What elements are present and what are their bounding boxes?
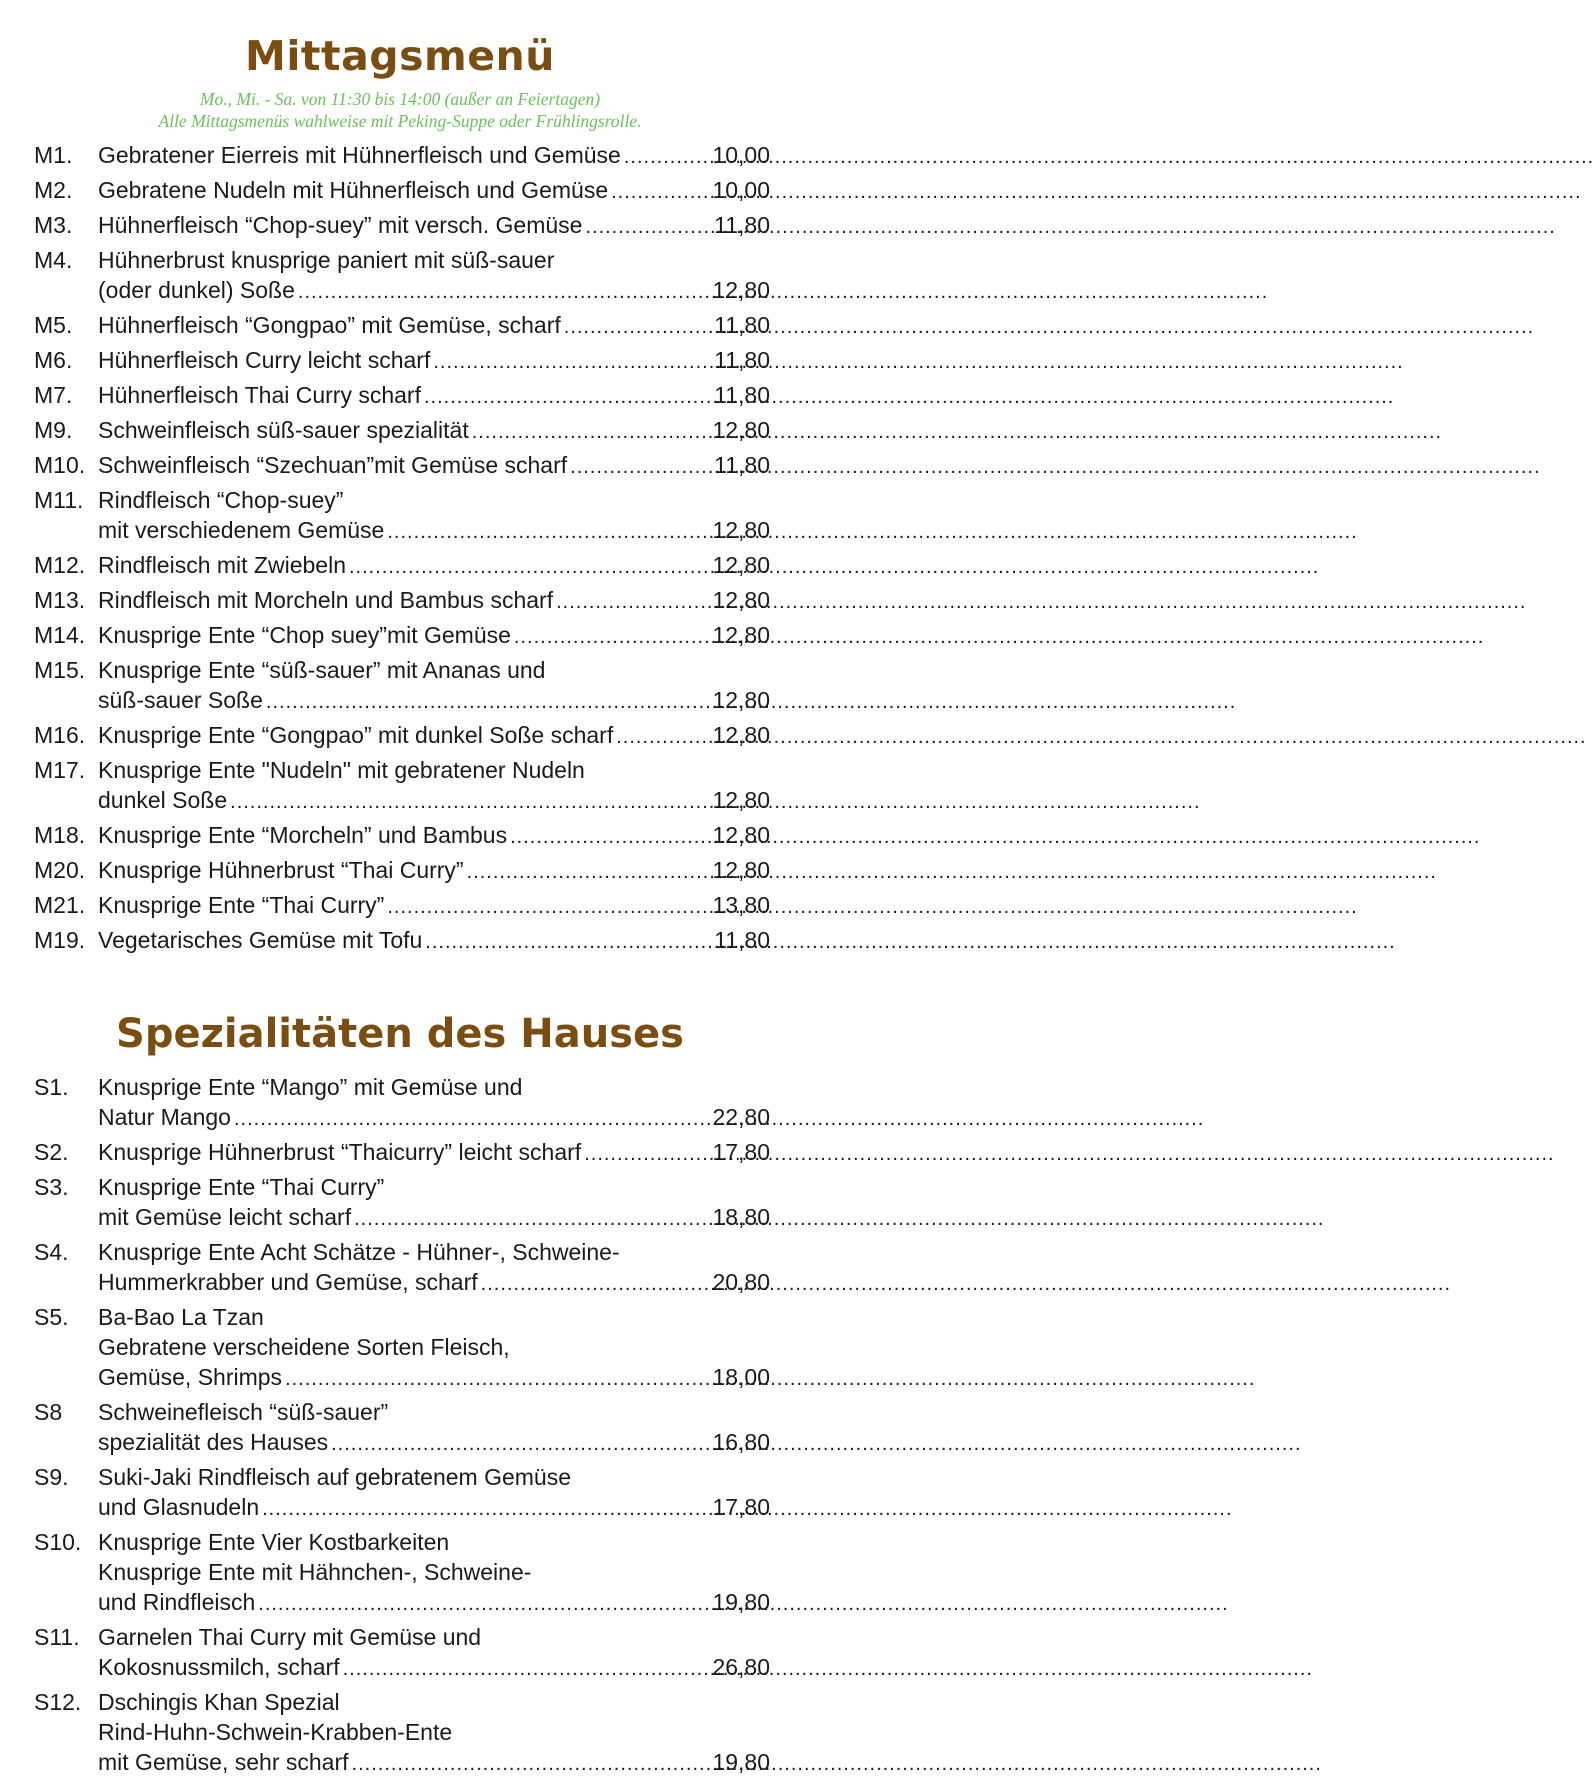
item-description: Knusprige Ente "Nudeln" mit gebratener Nudeln <box>98 757 585 783</box>
menu-item <box>34 1137 770 1169</box>
lunch-menu-list <box>0 140 800 957</box>
menu-item <box>34 450 770 482</box>
menu-item-line <box>34 515 770 547</box>
item-code: M13. <box>34 587 86 613</box>
item-description: Knusprige Ente Acht Schätze - Hühner-, Schweine- <box>98 1239 620 1265</box>
item-code: M12. <box>34 552 86 578</box>
item-description: Dschingis Khan Spezial <box>98 1689 340 1715</box>
menu-item-line <box>34 655 770 685</box>
item-description: Rindfleisch “Chop-suey” <box>98 487 344 513</box>
menu-item <box>34 585 770 617</box>
item-price: 11,80 <box>714 347 770 373</box>
item-description: Hühnerbrust knusprige paniert mit süß-sauer <box>98 247 555 273</box>
item-description: mit verschiedenem Gemüse <box>98 517 385 543</box>
item-description: Knusprige Ente mit Hähnchen-, Schweine- <box>98 1559 532 1585</box>
menu-item <box>34 1072 770 1134</box>
item-code: M16. <box>34 722 86 748</box>
menu-item <box>34 1172 770 1234</box>
item-description: Gebratene verscheidene Sorten Fleisch, <box>98 1334 510 1360</box>
menu-item <box>34 1622 770 1684</box>
item-code: M18. <box>34 822 86 848</box>
dot-leader <box>354 1204 708 1234</box>
menu-item-line <box>34 1747 770 1779</box>
item-description: Gebratene Nudeln mit Hühnerfleisch und Gemüse <box>98 177 609 203</box>
item-description: Schweinefleisch “süß-sauer” <box>98 1399 389 1425</box>
specials-list <box>0 1072 800 1779</box>
item-description: Garnelen Thai Curry mit Gemüse und <box>98 1624 482 1650</box>
menu-item-line <box>34 485 770 515</box>
item-price: 22,80 <box>712 1104 770 1130</box>
menu-item-line <box>34 720 770 752</box>
dot-leader <box>352 1749 709 1779</box>
dot-leader <box>472 417 709 447</box>
item-price: 12,80 <box>712 687 770 713</box>
item-description: Knusprige Ente “Thai Curry” <box>98 1174 385 1200</box>
menu-item-line <box>34 1397 770 1427</box>
item-description: Ba-Bao La Tzan <box>98 1304 264 1330</box>
item-price: 26,80 <box>712 1654 770 1680</box>
item-price: 12,80 <box>712 722 770 748</box>
menu-item-line <box>34 1622 770 1652</box>
item-price: 19,80 <box>712 1749 770 1775</box>
menu-item <box>34 175 770 207</box>
item-code: M4. <box>34 247 73 273</box>
menu-item-line <box>34 1587 770 1619</box>
dot-leader <box>514 622 709 652</box>
item-price: 16,80 <box>712 1429 770 1455</box>
item-description: Schweinfleisch süß-sauer spezialität <box>98 417 469 443</box>
menu-item-line <box>34 140 770 172</box>
item-code: M5. <box>34 312 73 338</box>
item-description: Hühnerfleisch “Chop-suey” mit versch. Gemüse <box>98 212 583 238</box>
item-code: M14. <box>34 622 86 648</box>
dot-leader <box>425 927 710 957</box>
menu-item-line <box>34 1717 770 1747</box>
menu-item-line <box>34 1427 770 1459</box>
menu-item-line <box>34 1202 770 1234</box>
item-description: Suki-Jaki Rindfleisch auf gebratenem Gemüse <box>98 1464 572 1490</box>
dot-leader <box>266 687 709 717</box>
menu-item <box>34 380 770 412</box>
menu-item-line <box>34 620 770 652</box>
menu-item <box>34 245 770 307</box>
menu-item <box>34 310 770 342</box>
specials-title: Spezialitäten des Hauses <box>116 1011 684 1057</box>
item-description: Hühnerfleisch Thai Curry scharf <box>98 382 421 408</box>
item-description: Gemüse, Shrimps <box>98 1364 283 1390</box>
menu-item-line <box>34 1237 770 1267</box>
item-description: Kokosnussmilch, scharf <box>98 1654 340 1680</box>
item-description: Hühnerfleisch “Gongpao” mit Gemüse, scharf <box>98 312 561 338</box>
menu-item <box>34 925 770 957</box>
menu-item <box>34 755 770 817</box>
menu-item-line <box>34 275 770 307</box>
dot-leader <box>467 857 709 887</box>
item-description: Rind-Huhn-Schwein-Krabben-Ente <box>98 1719 453 1745</box>
menu-item-line <box>34 1362 770 1394</box>
menu-item-line <box>34 345 770 377</box>
menu-item-line <box>34 1652 770 1684</box>
menu-item <box>34 1302 770 1394</box>
dot-leader <box>343 1654 709 1684</box>
item-description: mit Gemüse leicht scharf <box>98 1204 352 1230</box>
menu-item <box>34 655 770 717</box>
item-code: M9. <box>34 417 73 443</box>
item-code: M6. <box>34 347 73 373</box>
menu-item-line <box>34 925 770 957</box>
menu-item-line <box>34 1332 770 1362</box>
menu-item-line <box>34 380 770 412</box>
item-code: S3. <box>34 1174 69 1200</box>
menu-item-line <box>34 1687 770 1717</box>
item-description: Knusprige Ente “süß-sauer” mit Ananas und <box>98 657 546 683</box>
item-price: 19,80 <box>712 1589 770 1615</box>
item-code: S9. <box>34 1464 69 1490</box>
item-description: (oder dunkel) Soße <box>98 277 295 303</box>
item-code: M11. <box>34 487 84 513</box>
menu-item-line <box>34 1462 770 1492</box>
dot-leader <box>585 212 710 242</box>
dot-leader <box>570 452 710 482</box>
menu-item <box>34 415 770 447</box>
item-price: 12,80 <box>712 857 770 883</box>
menu-item-line <box>34 1527 770 1557</box>
menu-item <box>34 620 770 652</box>
menu-item-line <box>34 855 770 887</box>
item-code: M2. <box>34 177 73 203</box>
item-code: M10. <box>34 452 86 478</box>
dot-leader <box>564 312 710 342</box>
menu-item-line <box>34 785 770 817</box>
item-code: S1. <box>34 1074 69 1100</box>
item-code: M17. <box>34 757 86 783</box>
menu-item <box>34 890 770 922</box>
menu-item <box>34 485 770 547</box>
dot-leader <box>349 552 708 582</box>
menu-item-line <box>34 890 770 922</box>
item-price: 18,00 <box>712 1364 770 1390</box>
item-code: S10. <box>34 1529 82 1555</box>
dot-leader <box>331 1429 708 1459</box>
item-code: M1. <box>34 142 73 168</box>
menu-item-line <box>34 685 770 717</box>
menu-item <box>34 1687 770 1779</box>
dot-leader <box>262 1494 708 1524</box>
item-description: und Rindfleisch <box>98 1589 256 1615</box>
menu-item <box>34 1397 770 1459</box>
menu-item-line <box>34 415 770 447</box>
dot-leader <box>230 787 708 817</box>
item-description: süß-sauer Soße <box>98 687 263 713</box>
item-price: 10,00 <box>712 177 770 203</box>
item-price: 17,80 <box>712 1139 770 1165</box>
dot-leader <box>584 1139 708 1169</box>
menu-item <box>34 720 770 752</box>
item-price: 12,80 <box>712 587 770 613</box>
item-description: mit Gemüse, sehr scharf <box>98 1749 349 1775</box>
menu-item <box>34 820 770 852</box>
menu-item-line <box>34 1137 770 1169</box>
item-price: 11,80 <box>714 452 770 478</box>
item-description: Knusprige Ente “Chop suey”mit Gemüse <box>98 622 511 648</box>
menu-item-line <box>34 585 770 617</box>
item-description: Rindfleisch mit Zwiebeln <box>98 552 346 578</box>
item-price: 13,80 <box>712 892 770 918</box>
item-price: 11,80 <box>714 312 770 338</box>
item-code: S5. <box>34 1304 69 1330</box>
lunch-menu-notes <box>0 88 800 132</box>
menu-item <box>34 1237 770 1299</box>
menu-item-line <box>34 210 770 242</box>
item-price: 11,80 <box>714 382 770 408</box>
menu-item <box>34 210 770 242</box>
menu-item-line <box>34 245 770 275</box>
item-price: 11,80 <box>714 212 770 238</box>
item-price: 12,80 <box>712 787 770 813</box>
item-description: dunkel Soße <box>98 787 228 813</box>
item-code: S12. <box>34 1689 82 1715</box>
item-code: M7. <box>34 382 73 408</box>
item-code: M20. <box>34 857 86 883</box>
dot-leader <box>424 382 710 412</box>
item-price: 20,80 <box>712 1269 770 1295</box>
menu-item-line <box>34 550 770 582</box>
dot-leader <box>481 1269 709 1299</box>
item-description: Hummerkrabber und Gemüse, scharf <box>98 1269 478 1295</box>
dot-leader <box>611 177 708 207</box>
menu-item <box>34 550 770 582</box>
item-price: 11,80 <box>714 927 770 953</box>
item-description: und Glasnudeln <box>98 1494 260 1520</box>
item-description: Knusprige Hühnerbrust “Thai Curry” <box>98 857 464 883</box>
item-description: Hühnerfleisch Curry leicht scharf <box>98 347 431 373</box>
item-description: Knusprige Ente “Thai Curry” <box>98 892 385 918</box>
item-price: 12,80 <box>712 822 770 848</box>
item-code: M21. <box>34 892 86 918</box>
item-description: Knusprige Hühnerbrust “Thaicurry” leicht scharf <box>98 1139 582 1165</box>
item-description: Knusprige Ente “Gongpao” mit dunkel Soße scharf <box>98 722 614 748</box>
dot-leader <box>298 277 709 307</box>
item-code: M15. <box>34 657 86 683</box>
item-price: 10,00 <box>712 142 770 168</box>
item-price: 12,80 <box>712 622 770 648</box>
menu-item-line <box>34 755 770 785</box>
dot-leader <box>510 822 708 852</box>
lunch-menu-title: Mittagsmenü <box>245 32 555 80</box>
dot-leader <box>433 347 710 377</box>
item-description: spezialität des Hauses <box>98 1429 329 1455</box>
item-description: Knusprige Ente “Mango” mit Gemüse und <box>98 1074 523 1100</box>
dot-leader <box>387 892 708 922</box>
menu-item <box>34 1527 770 1619</box>
menu-item-line <box>34 1102 770 1134</box>
opening-hours-note: Mo., Mi. - Sa. von 11:30 bis 14:00 (außer an Feiertagen) <box>199 89 601 109</box>
menu-item-line <box>34 310 770 342</box>
menu-item-line <box>34 1267 770 1299</box>
menu-item-line <box>34 1557 770 1587</box>
menu-item <box>34 140 770 172</box>
menu-item-line <box>34 1172 770 1202</box>
menu-item-line <box>34 820 770 852</box>
item-code: S4. <box>34 1239 69 1265</box>
item-code: S2. <box>34 1139 69 1165</box>
item-price: 17,80 <box>712 1494 770 1520</box>
item-code: S11. <box>34 1624 80 1650</box>
menu-item <box>34 345 770 377</box>
dot-leader <box>556 587 708 617</box>
item-description: Gebratener Eierreis mit Hühnerfleisch und Gemüse <box>98 142 621 168</box>
item-price: 12,80 <box>712 417 770 443</box>
menu-item-line <box>34 1072 770 1102</box>
item-code: M19. <box>34 927 86 953</box>
item-description: Natur Mango <box>98 1104 231 1130</box>
item-price: 12,80 <box>712 517 770 543</box>
menu-item-line <box>34 1302 770 1332</box>
item-code: M3. <box>34 212 73 238</box>
menu-item-line <box>34 450 770 482</box>
menu-item-line <box>34 1492 770 1524</box>
dot-leader <box>285 1364 708 1394</box>
item-price: 18,80 <box>712 1204 770 1230</box>
menu-item-line <box>34 175 770 207</box>
item-price: 12,80 <box>712 277 770 303</box>
dot-leader <box>258 1589 708 1619</box>
item-description: Knusprige Ente “Morcheln” und Bambus <box>98 822 508 848</box>
item-price: 12,80 <box>712 552 770 578</box>
side-dish-note: Alle Mittagsmenüs wahlweise mit Peking-Suppe oder Frühlingsrolle. <box>158 111 642 131</box>
dot-leader <box>387 517 708 547</box>
item-description: Knusprige Ente Vier Kostbarkeiten <box>98 1529 450 1555</box>
item-description: Vegetarisches Gemüse mit Tofu <box>98 927 423 953</box>
dot-leader <box>234 1104 708 1134</box>
item-description: Schweinfleisch “Szechuan”mit Gemüse scharf <box>98 452 568 478</box>
item-code: S8 <box>34 1399 63 1425</box>
dot-leader <box>616 722 708 752</box>
dot-leader <box>624 142 709 172</box>
item-description: Rindfleisch mit Morcheln und Bambus scharf <box>98 587 554 613</box>
menu-item <box>34 1462 770 1524</box>
menu-item <box>34 855 770 887</box>
